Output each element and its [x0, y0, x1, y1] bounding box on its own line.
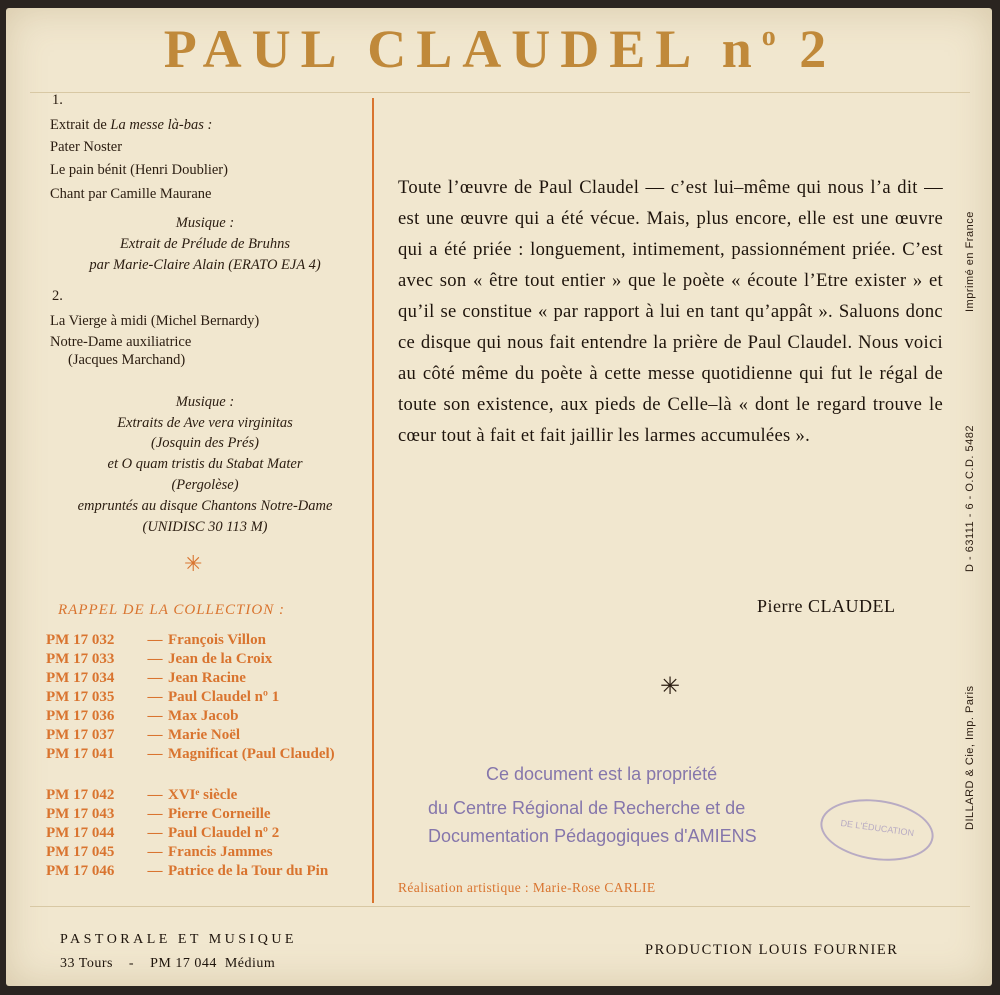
catalog-row [46, 787, 348, 804]
catalog-row [46, 806, 348, 823]
title-superscript: o [761, 21, 776, 52]
column-divider [372, 98, 374, 903]
signature: Pierre CLAUDEL [757, 596, 896, 616]
catalog-title: Pierre Corneille [168, 806, 271, 822]
catalog-code: PM 17 035 [46, 689, 115, 705]
catalog-dash: — [147, 651, 163, 667]
title-text: PAUL CLAUDEL n [163, 19, 762, 79]
catalog-row [46, 708, 348, 725]
catalog-code: PM 17 033 [46, 651, 115, 667]
series-name: PASTORALE ET MUSIQUE [60, 932, 297, 947]
catalog-code: PM 17 042 [46, 787, 115, 803]
catalog-dash: — [147, 670, 163, 686]
catalog-code: PM 17 032 [46, 632, 115, 648]
catalog-code: PM 17 034 [46, 670, 115, 686]
catalog-row [46, 727, 348, 744]
catalog-title: Paul Claudel nº 1 [168, 689, 280, 705]
section-2-number: 2. [52, 288, 63, 304]
library-stamp-line: Documentation Pédagogiques d'AMIENS [428, 826, 757, 846]
artistic-credit: Réalisation artistique : Marie-Rose CARLIE [398, 880, 656, 895]
catalog-dash: — [147, 689, 163, 705]
musique-line: Extrait de Prélude de Bruhns [120, 236, 290, 252]
track-item: La Vierge à midi (Michel Bernardy) [50, 313, 260, 329]
catalog-row [46, 670, 348, 687]
format-info: 33 Tours - PM 17 044 Médium [60, 956, 276, 971]
catalog-code: PM 17 037 [46, 727, 115, 743]
catalog-code: PM 17 045 [46, 844, 115, 860]
catalog-reference: D - 63111 - 6 - O.C.D. 5482 [964, 425, 976, 572]
catalog-dash: — [147, 806, 163, 822]
catalog-dash: — [147, 825, 163, 841]
musique-line: et O quam tristis du Stabat Mater [107, 456, 303, 472]
liner-notes: Toute l’œuvre de Paul Claudel — c’est lui–même qui nous l’a dit — est une œuvre qui a été vécue. Mais, plus encore, elle est une œuvre qui a été priée : longuement, intimement, passionnément priée. C’est avec son « être tout entier » que le poète « écoute l’Etre exister » et qu’il se constitue « par rapport à lui en tant qu’appât ». Saluons donc ce disque qui nous fait entendre la prière de Paul Claudel. Nous voici au côté même du poète à cette messe quotidienne qui fut le régal de toute son existence, aux pieds de Celle–là « dont le regard trouve le cœur tout à fait et fait jaillir les larmes accumulées ». [398, 177, 943, 446]
extrait-title: La messe là-bas : [110, 117, 213, 133]
catalog-title: Patrice de la Tour du Pin [168, 863, 329, 879]
catalog-title: Marie Noël [168, 727, 241, 743]
musique-line: par Marie-Claire Alain (ERATO EJA 4) [89, 257, 321, 273]
catalog-row [46, 689, 348, 706]
catalog-dash: — [147, 708, 163, 724]
extrait-prefix: Extrait de [50, 117, 111, 133]
catalog-row [46, 746, 348, 763]
catalog-title: Magnificat (Paul Claudel) [168, 746, 335, 762]
page-title [0, 18, 1000, 80]
library-stamp-line: Ce document est la propriété [486, 764, 718, 784]
catalog-title: Francis Jammes [168, 844, 273, 860]
musique-line: Extraits de Ave vera virginitas [117, 415, 293, 431]
musique-line: empruntés au disque Chantons Notre-Dame [77, 498, 333, 514]
top-flap-fold [30, 92, 970, 93]
catalog-title: XVIᵉ siècle [168, 787, 238, 803]
catalog-row [46, 844, 348, 861]
catalog-dash: — [147, 746, 163, 762]
catalog-row [46, 863, 348, 880]
musique-heading: Musique : [175, 215, 235, 231]
catalog-row [46, 825, 348, 842]
catalog-code: PM 17 046 [46, 863, 115, 879]
track-item: Le pain bénit (Henri Doublier) [50, 162, 228, 178]
catalog-row [46, 651, 348, 668]
track-item: Pater Noster [50, 139, 123, 155]
catalog-code: PM 17 041 [46, 746, 115, 762]
catalog-title: Paul Claudel nº 2 [168, 825, 280, 841]
catalog-dash: — [147, 727, 163, 743]
asterisk-ornament: ✳ [184, 552, 203, 577]
asterisk-ornament: ✳ [660, 672, 681, 700]
track-item: (Jacques Marchand) [68, 352, 186, 368]
oval-stamp: DE L'ÉDUCATION [816, 792, 937, 867]
catalog-dash: — [147, 632, 163, 648]
track-item: Notre-Dame auxiliatrice [50, 334, 192, 350]
printer-credit: DILLARD & Cie, Imp. Paris [964, 685, 976, 830]
library-stamp-line: du Centre Régional de Recherche et de [428, 798, 746, 818]
catalog-dash: — [147, 787, 163, 803]
catalog-title: Max Jacob [168, 708, 239, 724]
catalog-code: PM 17 044 [46, 825, 115, 841]
imprint-country: Imprimé en France [964, 211, 976, 312]
catalog-title: François Villon [168, 632, 266, 648]
catalog-code: PM 17 036 [46, 708, 115, 724]
rappel-heading: RAPPEL DE LA COLLECTION : [58, 602, 285, 618]
catalog-code: PM 17 043 [46, 806, 115, 822]
catalog-dash: — [147, 844, 163, 860]
musique-heading: Musique : [175, 394, 235, 410]
production-credit: PRODUCTION LOUIS FOURNIER [645, 942, 899, 958]
catalog-row [46, 632, 348, 649]
catalog-title: Jean de la Croix [168, 651, 273, 667]
catalog-title: Jean Racine [168, 670, 246, 686]
bottom-flap-fold [30, 906, 970, 907]
catalog-dash: — [147, 863, 163, 879]
musique-line: (Pergolèse) [171, 477, 239, 493]
musique-line: (UNIDISC 30 113 M) [142, 519, 268, 535]
title-number: 2 [799, 19, 837, 79]
section-1-number: 1. [52, 92, 63, 108]
track-item: Chant par Camille Maurane [50, 186, 212, 202]
musique-line: (Josquin des Prés) [151, 435, 259, 451]
extrait-line [50, 117, 212, 134]
